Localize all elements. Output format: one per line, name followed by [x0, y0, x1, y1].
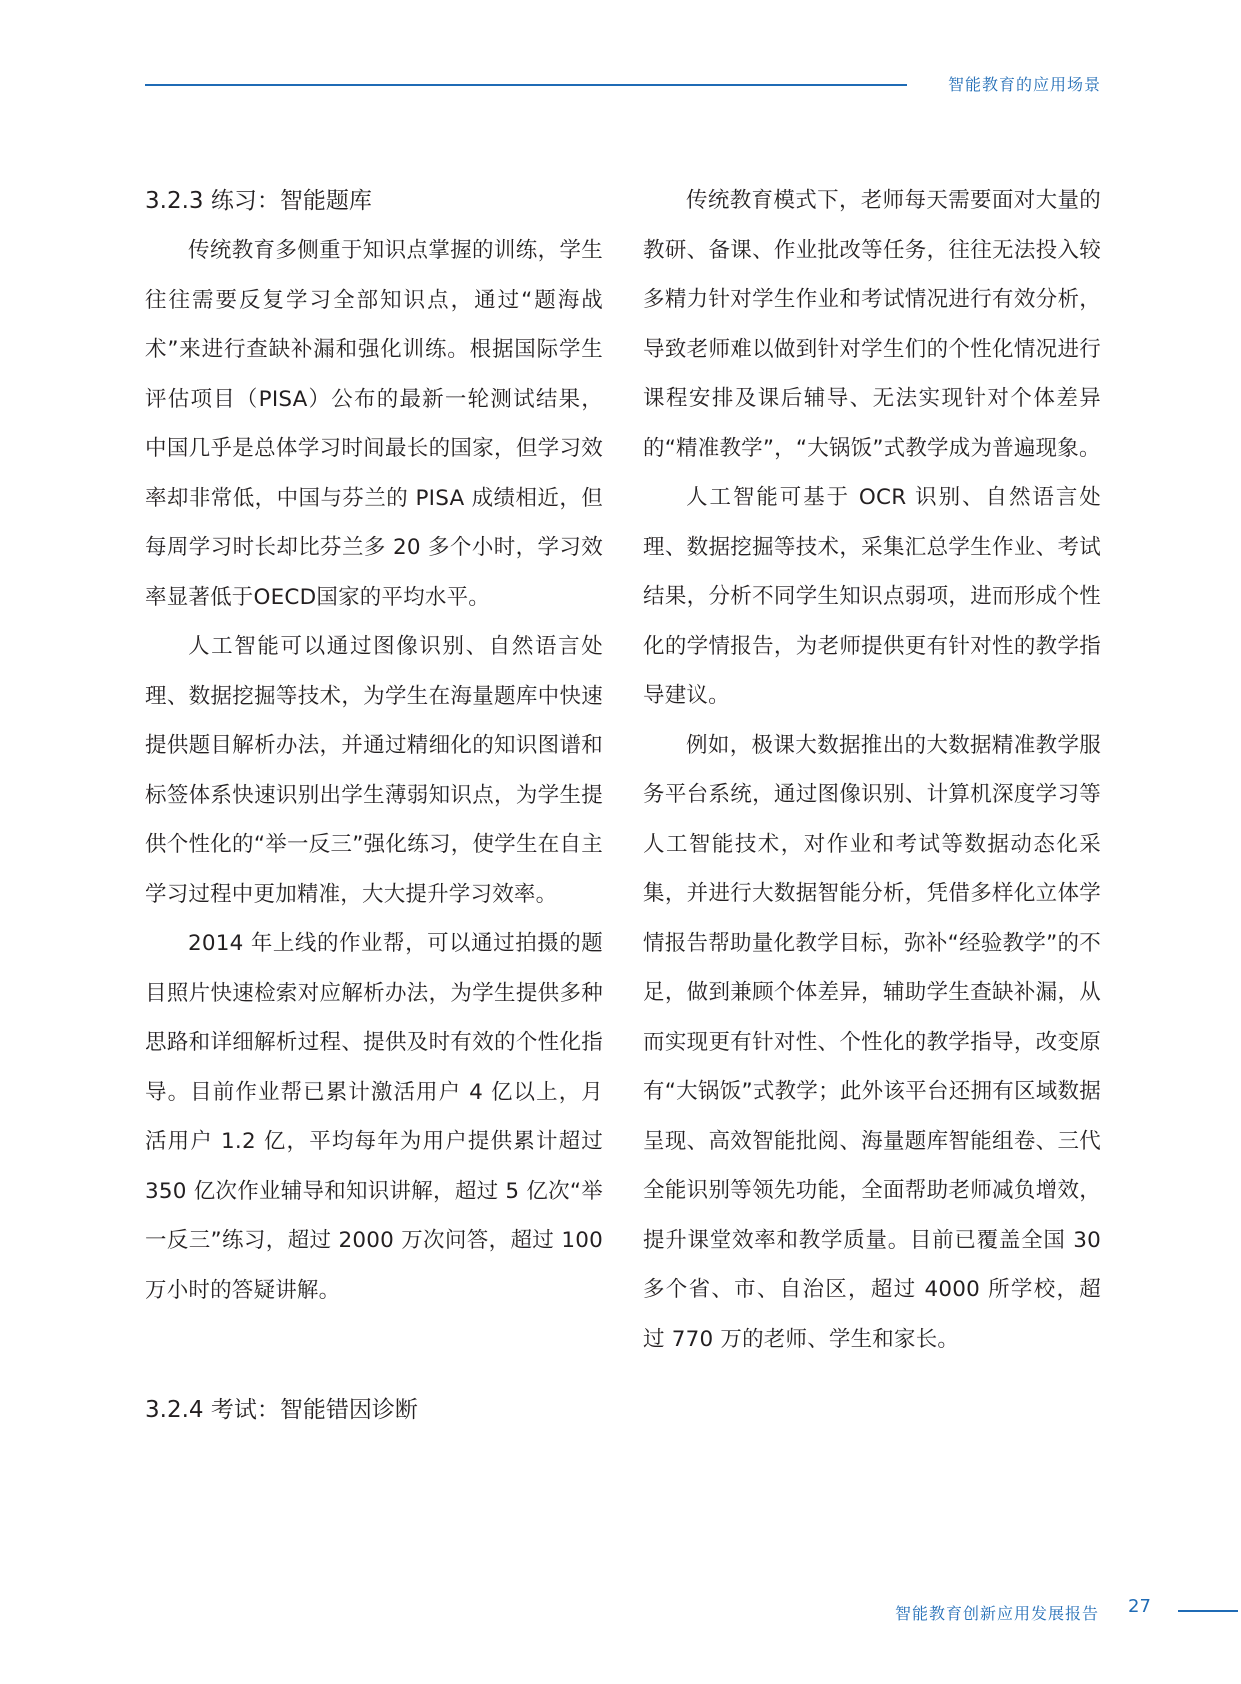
right-column [643, 176, 1101, 1364]
paragraph: 2014 年上线的作业帮，可以通过拍摄的题目照片快速检索对应解析办法，为学生提供多种思路和详细解析过程、提供及时有效的个性化指导。目前作业帮已累计激活用户 4 亿以上，月活用户 1.2 亿，平均每年为用户提供累计超过 350 亿次作业辅导和知识讲解，超过 5 亿次“举一反三”练习，超过 2000 万次问答，超过 100 万小时的答疑讲解。 [145, 931, 603, 1303]
paragraph: 例如，极课大数据推出的大数据精准教学服务平台系统，通过图像识别、计算机深度学习等人工智能技术，对作业和考试等数据动态化采集，并进行大数据智能分析，凭借多样化立体学情报告帮助量化教学目标，弥补“经验教学”的不足，做到兼顾个体差异，辅助学生查缺补漏，从而实现更有针对性、个性化的教学指导，改变原有“大锅饭”式教学；此外该平台还拥有区域数据呈现、高效智能批阅、海量题库智能组卷、三代全能识别等领先功能，全面帮助老师减负增效，提升课堂效率和教学质量。目前已覆盖全国 30 多个省、市、自治区，超过 4000 所学校，超过 770 万的老师、学生和家长。 [643, 732, 1101, 1352]
footer-report-title: 智能教育创新应用发展报告 [894, 1604, 1099, 1623]
header-rule [145, 84, 907, 86]
footer-rule [1178, 1610, 1238, 1612]
paragraph: 人工智能可以通过图像识别、自然语言处理、数据挖掘等技术，为学生在海量题库中快速提供题目解析办法，并通过精细化的知识图谱和标签体系快速识别出学生薄弱知识点，为学生提供个性化的“举一反三”强化练习，使学生在自主学习过程中更加精准，大大提升学习效率。 [145, 634, 603, 907]
paragraph: 传统教育多侧重于知识点掌握的训练，学生往往需要反复学习全部知识点，通过“题海战术”来进行查缺补漏和强化训练。根据国际学生评估项目（PISA）公布的最新一轮测试结果，中国几乎是总体学习时间最长的国家，但学习效率却非常低，中国与芬兰的 PISA 成绩相近，但每周学习时长却比芬兰多 20 多个小时，学习效率显著低于OECD国家的平均水平。 [145, 238, 603, 610]
paragraph: 人工智能可基于 OCR 识别、自然语言处理、数据挖掘等技术，采集汇总学生作业、考试结果，分析不同学生知识点弱项，进而形成个性化的学情报告，为老师提供更有针对性的教学指导建议。 [643, 485, 1101, 708]
paragraph: 传统教育模式下，老师每天需要面对大量的教研、备课、作业批改等任务，往往无法投入较多精力针对学生作业和考试情况进行有效分析，导致老师难以做到针对学生们的个性化情况进行课程安排及课后辅导、无法实现针对个体差异的“精准教学”，“大锅饭”式教学成为普遍现象。 [643, 188, 1101, 461]
header-section-title: 智能教育的应用场景 [947, 75, 1101, 94]
page-number: 27 [1128, 1596, 1151, 1617]
left-column [145, 176, 603, 1435]
section-heading-exam: 3.2.4 考试：智能错因诊断 [145, 1397, 418, 1423]
section-heading-practice: 3.2.3 练习：智能题库 [145, 188, 372, 214]
